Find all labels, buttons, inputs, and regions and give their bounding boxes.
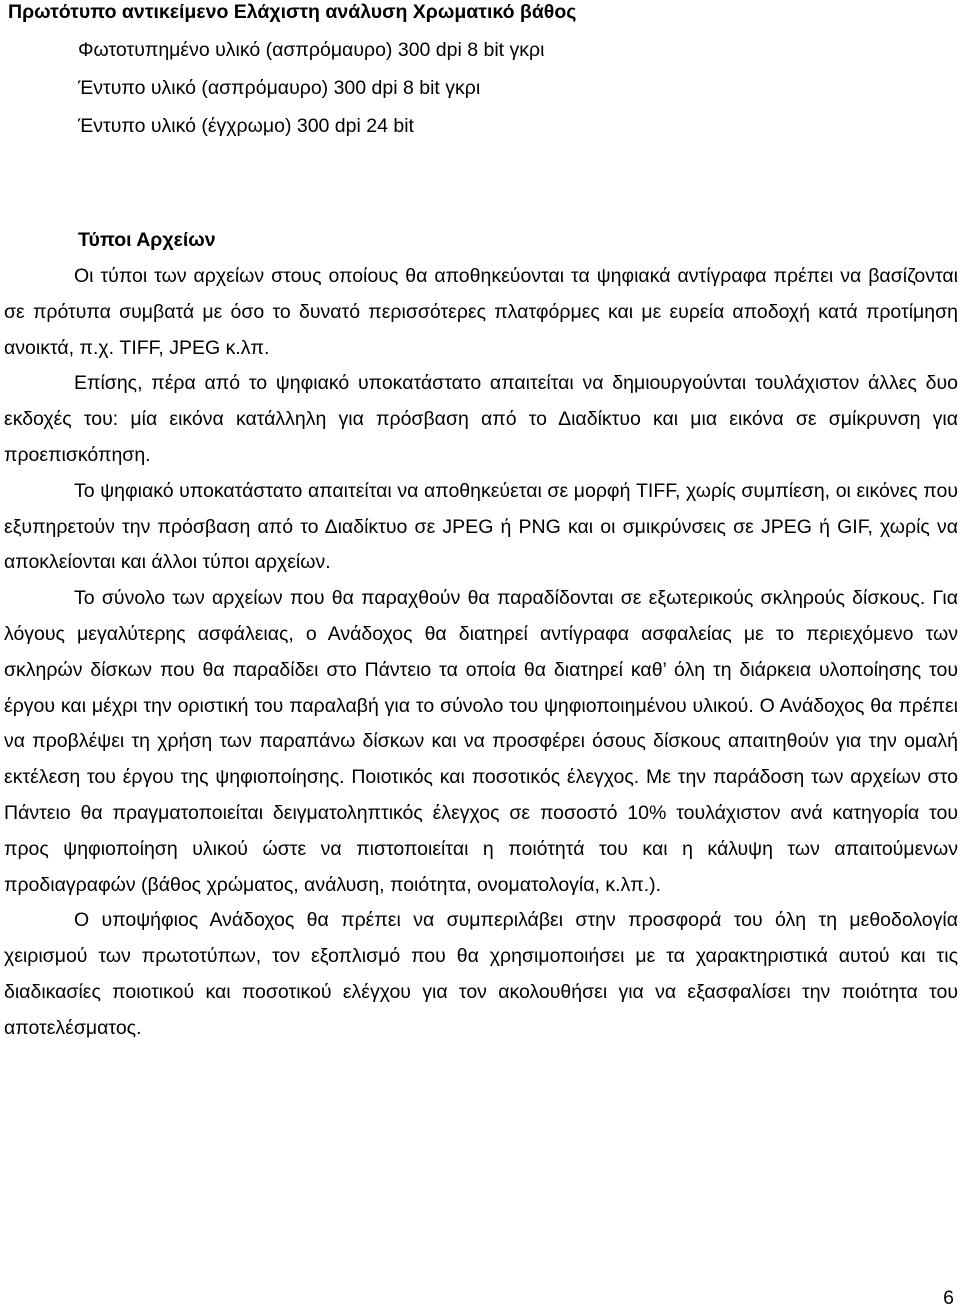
paragraph-file-types: Οι τύποι των αρχείων στους οποίους θα αποθηκεύονται τα ψηφιακά αντίγραφα πρέπει να βασίζονται σε πρότυπα συμβατά με όσο το δυνατό περισσότερες πλατφόρμες και με ευρεία αποδοχή κατά προτίμηση ανοικτά, π.χ. TIFF, JPEG κ.λπ. <box>4 265 958 359</box>
table-row: Έντυπο υλικό (έγχρωμο) 300 dpi 24 bit <box>78 115 414 137</box>
section-title: Τύποι Αρχείων <box>78 229 216 251</box>
paragraph-formats: Το ψηφιακό υποκατάστατο απαιτείται να αποθηκεύεται σε μορφή TIFF, χωρίς συμπίεση, οι εικόνες που εξυπηρετούν την πρόσβαση από το Διαδίκτυο σε JPEG ή PNG και οι σμικρύνσεις σε JPEG ή GIF, χωρίς να αποκλείονται και άλλοι τύποι αρχείων. <box>4 479 958 574</box>
table-row: Φωτοτυπημένο υλικό (ασπρόμαυρο) 300 dpi 8 bit γκρι <box>78 39 545 61</box>
document-page <box>4 0 958 1047</box>
paragraph-delivery: Το σύνολο των αρχείων που θα παραχθούν θα παραδίδονται σε εξωτερικούς σκληρούς δίσκους. Για λόγους μεγαλύτερης ασφάλειας, ο Ανάδοχος θα διατηρεί αντίγραφα ασφαλείας με το περιεχόμενο των σκληρών δίσκων που θα παραδίδει στο Πάντειο τα οποία θα διατηρεί καθ’ όλη τη διάρκεια υλοποίησης του έργου και μέχρι την οριστική του παραλαβή για το σύνολο του ψηφιοποιημένου υλικού. Ο Ανάδοχος θα πρέπει να προβλέψει τη χρήση των παραπάνω δίσκων και να προσφέρει όσους δίσκους απαιτηθούν για την ομαλή εκτέλεση του έργου της ψηφιοποίησης. Ποιοτικός και ποσοτικός έλεγχος. Με την παράδοση των αρχείων στο Πάντειο θα πραγματοποιείται δειγματοληπτικός έλεγχος σε ποσοστό 10% τουλάχιστον ανά κατηγορία του προς ψηφιοποίηση υλικού ώστε να πιστοποιείται η ποιότητά του και η κάλυψη των απαιτούμενων προδιαγραφών (βάθος χρώματος, ανάλυση, ποιότητα, ονοματολογία, κ.λπ.). <box>4 587 958 896</box>
table-header: Πρωτότυπο αντικείμενο Ελάχιστη ανάλυση Χρωματικό βάθος <box>8 1 577 23</box>
table-row: Έντυπο υλικό (ασπρόμαυρο) 300 dpi 8 bit γκρι <box>78 77 481 99</box>
page-number: 6 <box>943 1287 954 1309</box>
paragraph-versions: Επίσης, πέρα από το ψηφιακό υποκατάστατο απαιτείται να δημιουργούνται τουλάχιστον άλλες δυο εκδοχές του: μία εικόνα κατάλληλη για πρόσβαση από το Διαδίκτυο και μια εικόνα σε σμίκρυνση για προεπισκόπηση. <box>4 372 958 466</box>
paragraph-methodology: Ο υποψήφιος Ανάδοχος θα πρέπει να συμπεριλάβει στην προσφορά του όλη τη μεθοδολογία χειρισμού των πρωτοτύπων, τον εξοπλισμό που θα χρησιμοποιήσει με τα χαρακτηριστικά αυτού και τις διαδικασίες ποιοτικού και ποσοτικού ελέγχου για τον ακολουθήσει για να εξασφαλίσει την ποιότητα του αποτελέσματος. <box>4 909 958 1039</box>
